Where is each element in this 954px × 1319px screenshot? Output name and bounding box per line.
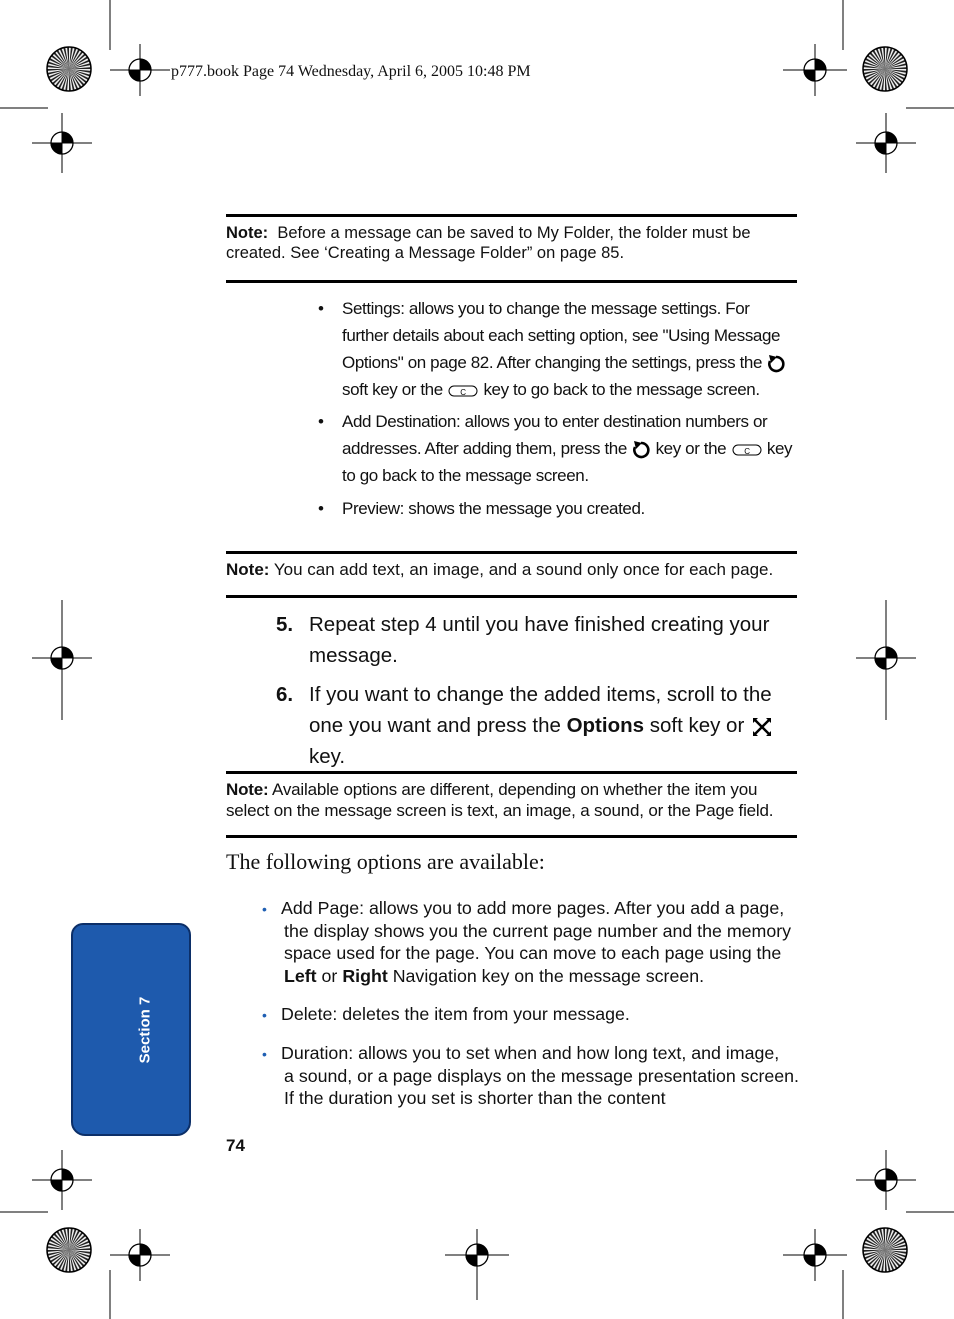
step-6: 6. If you want to change the added items, scroll to the one you want and press the Options soft key or key.	[276, 679, 796, 743]
note-text: You can add text, an image, and a sound only once for each page.	[273, 560, 774, 579]
note-add-once	[226, 556, 798, 583]
step-5: 5. Repeat step 4 until you have finished creating your message.	[276, 613, 770, 667]
note-text: Before a message can be saved to My Folder, the folder must be created. See ‘Creating a Message Folder” on page 85.	[226, 224, 751, 262]
note-options-differ	[226, 779, 798, 821]
note-top-rule	[226, 551, 797, 554]
list-item-preview: • Preview: shows the message you created.	[318, 499, 645, 518]
list-item-settings: • Settings: allows you to change the message settings. For further details about each setting option, see "Using Message Options" on page 82. After changing the settings, press the soft key or the C key to go back to the message screen.	[318, 295, 798, 405]
note-label: Note:	[226, 560, 270, 579]
svg-text:C: C	[743, 446, 750, 456]
section-tab	[71, 923, 191, 1136]
page-number: 74	[226, 1136, 245, 1155]
option-delete: • Delete: deletes the item from your message.	[262, 1004, 630, 1024]
note-top-rule	[226, 771, 797, 774]
options-intro: The following options are available:	[226, 849, 545, 874]
starburst-mark-icon	[863, 47, 907, 91]
back-soft-key-icon	[631, 439, 651, 461]
starburst-mark-icon	[47, 1228, 91, 1272]
note-bottom-rule	[226, 280, 797, 283]
registration-mark-icon	[32, 1150, 92, 1210]
note-top-rule	[226, 214, 797, 217]
note-label: Note:	[226, 780, 269, 799]
ok-key-icon	[750, 715, 774, 739]
back-soft-key-icon	[766, 353, 786, 375]
note-text: Available options are different, depending on whether the item you select on the message screen is text, an image, a sound, or the Page field.	[226, 780, 774, 820]
registration-mark-icon	[856, 113, 916, 173]
list-item-add-destination: • Add Destination: allows you to enter destination numbers or addresses. After adding them, press the key or the C key to go back to the message screen.	[318, 412, 793, 485]
note-before-save	[226, 223, 798, 263]
starburst-mark-icon	[47, 47, 91, 91]
registration-mark-icon	[110, 44, 170, 96]
clear-key-icon	[447, 383, 479, 399]
registration-mark-icon	[783, 1229, 847, 1281]
note-label: Note:	[226, 224, 269, 242]
svg-text:C: C	[460, 387, 466, 397]
registration-mark-icon	[32, 113, 92, 173]
registration-mark-icon	[110, 1229, 170, 1281]
note-bottom-rule	[226, 835, 797, 838]
section-tab-label: Section 7	[136, 996, 154, 1064]
clear-key-icon	[731, 442, 763, 458]
option-add-page: • Add Page: allows you to add more pages. After you add a page, the display shows you the current page number and the memory space used for the page. You can move to each page using the Left or Right Navigation key on the message screen.	[262, 898, 792, 986]
starburst-mark-icon	[863, 1228, 907, 1272]
registration-mark-icon	[856, 1150, 916, 1210]
option-duration: • Duration: allows you to set when and how long text, and image, a sound, or a page displays on the message presentation screen. If the duration you set is shorter than the content	[262, 1043, 799, 1108]
note-bottom-rule	[226, 595, 797, 598]
running-head: p777.book Page 74 Wednesday, April 6, 2005 10:48 PM	[171, 63, 531, 80]
registration-mark-icon	[783, 44, 847, 96]
